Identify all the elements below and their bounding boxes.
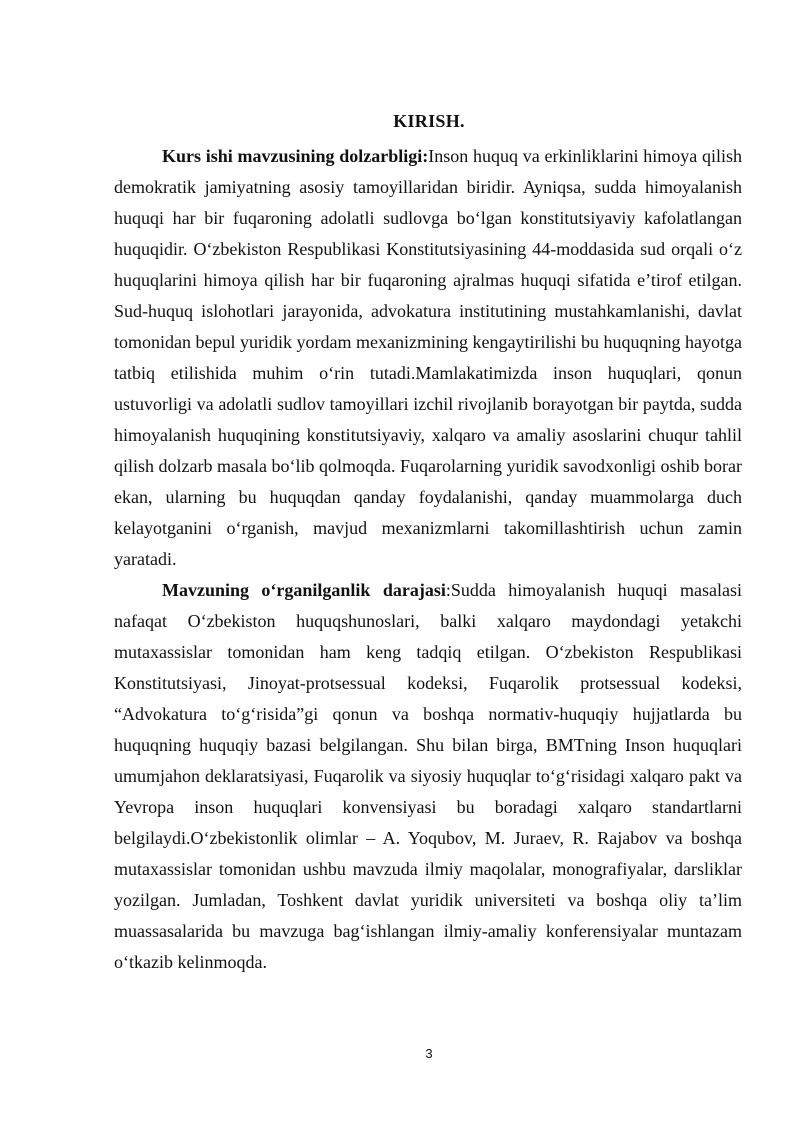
page-number: 3	[425, 1046, 433, 1061]
paragraph-relevance	[114, 141, 742, 575]
paragraph-text-relevance: Inson huquq va erkinliklarini himoya qilish demokratik jamiyatning asosiy tamoyillaridan biridir. Ayniqsa, sudda himoyalanish huquqi har bir fuqaroning adolatli sudlovga bo‘lgan konstitutsiyaviy kafolatlangan huquqidir. O‘zbekiston Respublikasi Konstitutsiyasining 44-moddasida sud orqali o‘z huquqlarini himoya qilish har bir fuqaroning ajralmas huquqi sifatida e’tirof etilgan. Sud-huquq islohotlari jarayonida, advokatura institutining mustahkamlanishi, davlat tomonidan bepul yuridik yordam mexanizmining kengaytirilishi bu huquqning hayotga tatbiq etilishida muhim o‘rin tutadi.Mamlakatimizda inson huquqlari, qonun ustuvorligi va adolatli sudlov tamoyillari izchil rivojlanib borayotgan bir paytda, sudda himoyalanish huquqining konstitutsiyaviy, xalqaro va amaliy asoslarini chuqur tahlil qilish dolzarb masala bo‘lib qolmoqda. Fuqarolarning yuridik savodxonligi oshib borar ekan, ularning bu huquqdan qanday foydalanishi, qanday muammolarga duch kelayotganini o‘rganish, mavjud mexanizmlarni takomillashtirish uchun zamin yaratadi.	[114, 146, 742, 569]
paragraph-text-study-level: :Sudda himoyalanish huquqi masalasi nafaqat O‘zbekiston huquqshunoslari, balki xalqaro maydondagi yetakchi mutaxassislar tomonidan ham keng tadqiq etilgan. O‘zbekiston Respublikasi Konstitutsiyasi, Jinoyat-protsessual kodeksi, Fuqarolik protsessual kodeksi, “Advokatura to‘g‘risida”gi qonun va boshqa normativ-huquqiy hujjatlarda bu huquqning huquqiy bazasi belgilangan. Shu bilan birga, BMTning Inson huquqlari umumjahon deklaratsiyasi, Fuqarolik va siyosiy huquqlar to‘g‘risidagi xalqaro pakt va Yevropa inson huquqlari konvensiyasi bu boradagi xalqaro standartlarni belgilaydi.O‘zbekistonlik olimlar – A. Yoqubov, M. Juraev, R. Rajabov va boshqa mutaxassislar tomonidan ushbu mavzuda ilmiy maqolalar, monografiyalar, darsliklar yozilgan. Jumladan, Toshkent davlat yuridik universiteti va boshqa oliy ta’lim muassasalarida bu mavzuga bag‘ishlangan ilmiy-amaliy konferensiyalar muntazam o‘tkazib kelinmoqda.	[114, 580, 742, 972]
paragraph-heading-relevance: Kurs ishi mavzusining dolzarbligi:	[162, 146, 429, 166]
paragraph-study-level	[114, 575, 742, 978]
paragraph-heading-study-level: Mavzuning o‘rganilganlik darajasi	[162, 580, 446, 600]
body-text	[114, 141, 742, 978]
page-title: KIRISH.	[393, 111, 465, 131]
